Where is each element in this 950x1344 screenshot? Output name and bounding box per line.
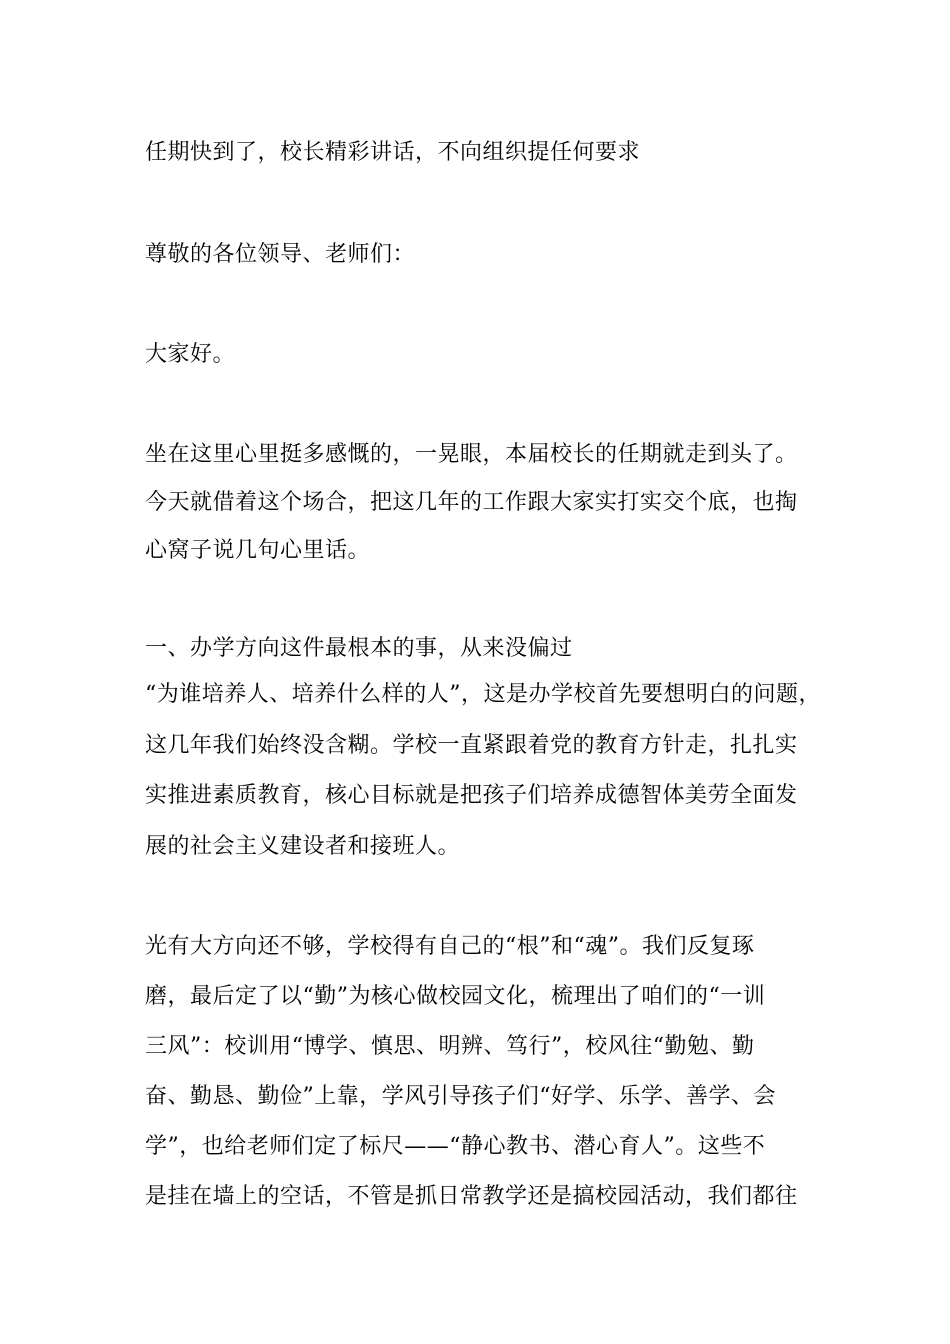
section-heading-1: 一、办学方向这件最根本的事，从来没偏过 [145,636,573,661]
paragraph-line: 心窝子说几句心里话。 [145,538,371,563]
paragraph-line: 坐在这里心里挺多感慨的，一晃眼，本届校长的任期就走到头了。 [145,442,798,467]
paragraph-line: 学”，也给老师们定了标尺——“静心教书、潜心育人”。这些不 [145,1134,766,1159]
paragraph-line: 展的社会主义建设者和接班人。 [145,834,461,859]
paragraph-line: 三风”：校训用“博学、慎思、明辨、笃行”，校风往“勤勉、勤 [145,1034,755,1059]
paragraph-line: “为谁培养人、培养什么样的人”，这是办学校首先要想明白的问题， [145,682,821,707]
paragraph-line: 光有大方向还不够，学校得有自己的“根”和“魂”。我们反复琢 [145,934,755,959]
paragraph-line: 今天就借着这个场合，把这几年的工作跟大家实打实交个底，也掏 [145,490,798,515]
salutation: 尊敬的各位领导、老师们： [145,242,416,267]
paragraph-line: 这几年我们始终没含糊。学校一直紧跟着党的教育方针走，扎扎实 [145,733,798,758]
paragraph-line: 实推进素质教育，核心目标就是把孩子们培养成德智体美劳全面发 [145,783,798,808]
paragraph-line: 奋、勤恳、勤俭”上靠，学风引导孩子们“好学、乐学、善学、会 [145,1084,776,1109]
paragraph-line: 是挂在墙上的空话，不管是抓日常教学还是搞校园活动，我们都往 [145,1184,798,1209]
greeting: 大家好。 [145,342,236,367]
paragraph-line: 磨，最后定了以“勤”为核心做校园文化，梳理出了咱们的“一训 [145,984,766,1009]
document-title: 任期快到了，校长精彩讲话，不向组织提任何要求 [145,140,641,165]
